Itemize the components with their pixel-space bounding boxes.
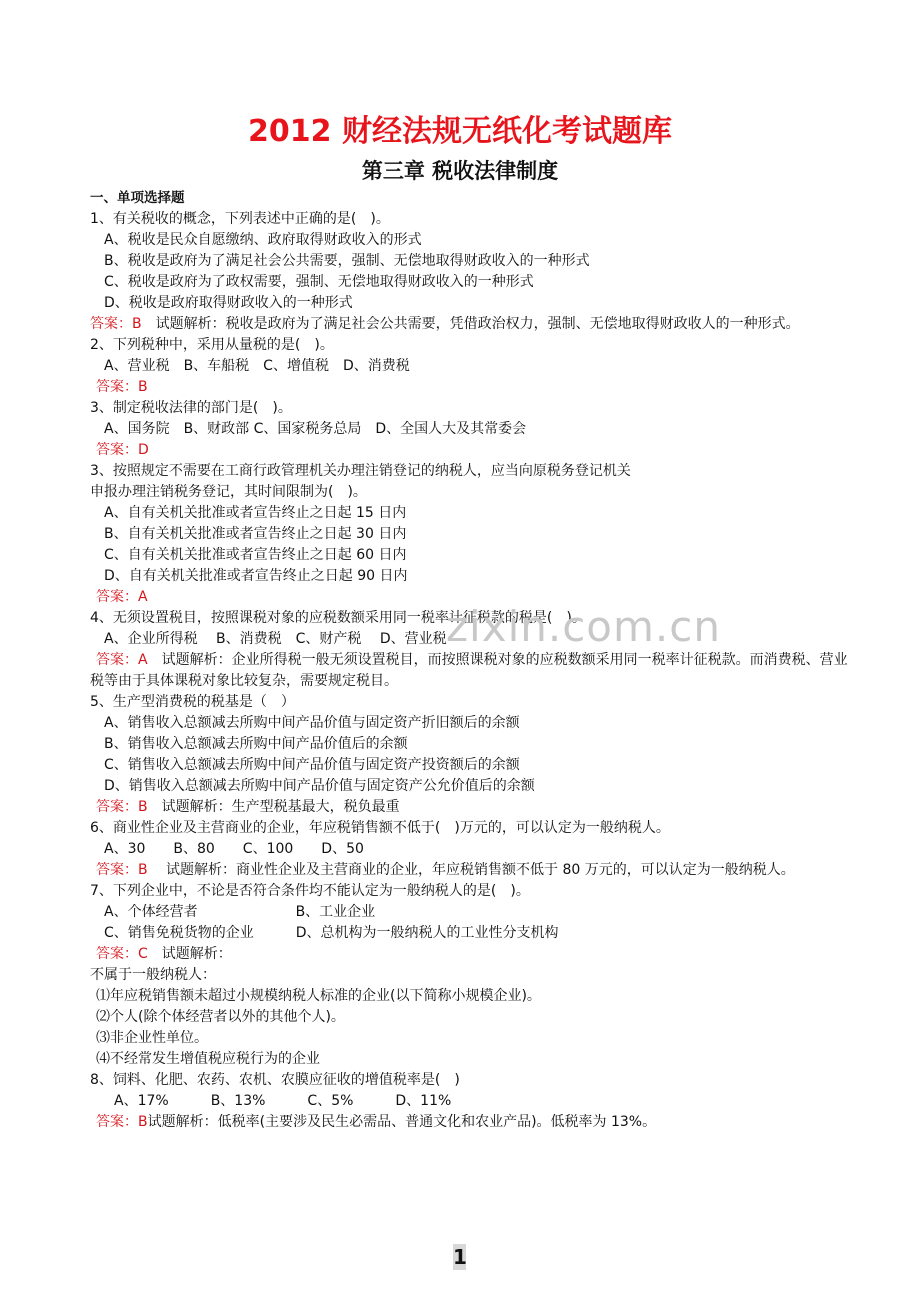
explanation: 试题解析：生产型税基最大，税负最重: [147, 799, 400, 815]
question-6-answer: [90, 860, 850, 881]
explanation: 试题解析：税收是政府为了满足社会公共需要，凭借政治权力，强制、无偿地取得财政收人的一种形式。: [141, 316, 800, 332]
question-7-note-4: ⑷不经常发生增值税应税行为的企业: [96, 1051, 320, 1067]
question-7-note-heading: 不属于一般纳税人：: [90, 967, 216, 983]
question-8-stem: 8、饲料、化肥、农药、农机、农膜应征收的增值税率是( ): [90, 1072, 460, 1088]
question-7-options-ab: A、个体经营者 B、工业企业: [104, 904, 376, 920]
explanation: 试题解析：低税率(主要涉及民生必需品、普通文化和农业产品)。低税率为 13%。: [147, 1114, 657, 1130]
question-3b-option-a: A、自有关机关批准或者宣告终止之日起 15 日内: [104, 505, 407, 521]
explanation: 试题解析：企业所得税一般无须设置税目，而按照课税对象的应税数额采用同一税率计征税款。而消费税、营业税等由于具体课税对象比较复杂，需要规定税目。: [90, 652, 848, 689]
question-1-option-d: D、税收是政府取得财政收入的一种形式: [104, 295, 353, 311]
chapter-title: 第三章 税收法律制度: [361, 159, 559, 183]
question-5-option-c: C、销售收入总额减去所购中间产品价值与固定资产投资额后的余额: [104, 757, 520, 773]
question-7-note-1: ⑴年应税销售额未超过小规模纳税人标准的企业(以下简称小规模企业)。: [96, 988, 541, 1004]
question-3b-option-c: C、自有关机关批准或者宣告终止之日起 60 日内: [104, 547, 407, 563]
answer-label: 答案：A: [96, 652, 148, 668]
question-3b-stem-line2: 申报办理注销税务登记，其时间限制为( )。: [90, 484, 367, 500]
question-6-stem: 6、商业性企业及主营商业的企业，年应税销售额不低于( )万元的，可以认定为一般纳税人。: [90, 820, 670, 836]
answer-label: 答案：B: [96, 799, 148, 815]
question-2-options: A、营业税 B、车船税 C、增值税 D、消费税: [104, 358, 410, 374]
question-7-answer: [90, 944, 850, 965]
answer-label: 答案：B: [96, 1114, 148, 1130]
page-number: 1: [453, 1245, 467, 1269]
explanation: 试题解析：: [147, 946, 232, 962]
question-5-option-b: B、销售收入总额减去所购中间产品价值后的余额: [104, 736, 408, 752]
question-7-options-cd: C、销售免税货物的企业 D、总机构为一般纳税人的工业性分支机构: [104, 925, 559, 941]
question-1-answer: [90, 314, 850, 335]
question-3b-option-d: D、自有关机关批准或者宣告终止之日起 90 日内: [104, 568, 408, 584]
watermark: zixin.com.cn: [446, 602, 721, 651]
question-7-note-2: ⑵个人(除个体经营者以外的其他个人)。: [96, 1009, 345, 1025]
question-8-options: A、17% B、13% C、5% D、11%: [114, 1093, 452, 1109]
question-3-options: A、国务院 B、财政部 C、国家税务总局 D、全国人大及其常委会: [104, 421, 527, 437]
question-6-options: A、30 B、80 C、100 D、50: [104, 841, 364, 857]
question-5-option-a: A、销售收入总额减去所购中间产品价值与固定资产折旧额后的余额: [104, 715, 520, 731]
question-7-note-3: ⑶非企业性单位。: [96, 1030, 208, 1046]
question-1-option-c: C、税收是政府为了政权需要，强制、无偿地取得财政收入的一种形式: [104, 274, 534, 290]
answer-label: 答案：B: [96, 862, 148, 878]
question-2-answer: 答案：B: [96, 379, 148, 395]
question-1-option-b: B、税收是政府为了满足社会公共需要，强制、无偿地取得财政收入的一种形式: [104, 253, 590, 269]
question-2-stem: 2、下列税种中，采用从量税的是( )。: [90, 337, 334, 353]
question-3-answer: 答案：D: [96, 442, 149, 458]
answer-label: 答案：C: [96, 946, 148, 962]
question-list: [90, 188, 850, 1133]
answer-label: 答案：B: [90, 316, 142, 332]
question-3b-option-b: B、自有关机关批准或者宣告终止之日起 30 日内: [104, 526, 407, 542]
question-3b-answer: 答案：A: [96, 589, 148, 605]
question-5-stem: 5、生产型消费税的税基是（ ）: [90, 694, 295, 710]
explanation: 试题解析：商业性企业及主营商业的企业，年应税销售额不低于 80 万元的，可以认定为一般纳税人。: [147, 862, 795, 878]
question-1-option-a: A、税收是民众自愿缴纳、政府取得财政收入的形式: [104, 232, 422, 248]
question-3b-stem-line1: 3、按照规定不需要在工商行政管理机关办理注销登记的纳税人，应当向原税务登记机关: [90, 463, 631, 479]
question-8-answer: [90, 1112, 850, 1133]
question-7-stem: 7、下列企业中，不论是否符合条件均不能认定为一般纳税人的是( )。: [90, 883, 530, 899]
question-4-answer: [90, 650, 850, 692]
question-5-option-d: D、销售收入总额减去所购中间产品价值与固定资产公允价值后的余额: [104, 778, 535, 794]
question-5-answer: [90, 797, 850, 818]
section-heading: 一、单项选择题: [90, 190, 185, 206]
question-1-stem: 1、有关税收的概念，下列表述中正确的是( )。: [90, 211, 390, 227]
document-title: 2012 财经法规无纸化考试题库: [248, 114, 672, 149]
question-4-stem: 4、无须设置税目，按照课税对象的应税数额采用同一税率计征税款的税是( )。: [90, 610, 586, 626]
question-4-options: A、企业所得税 B、消费税 C、财产税 D、营业税: [104, 631, 447, 647]
question-3-stem: 3、制定税收法律的部门是( )。: [90, 400, 292, 416]
